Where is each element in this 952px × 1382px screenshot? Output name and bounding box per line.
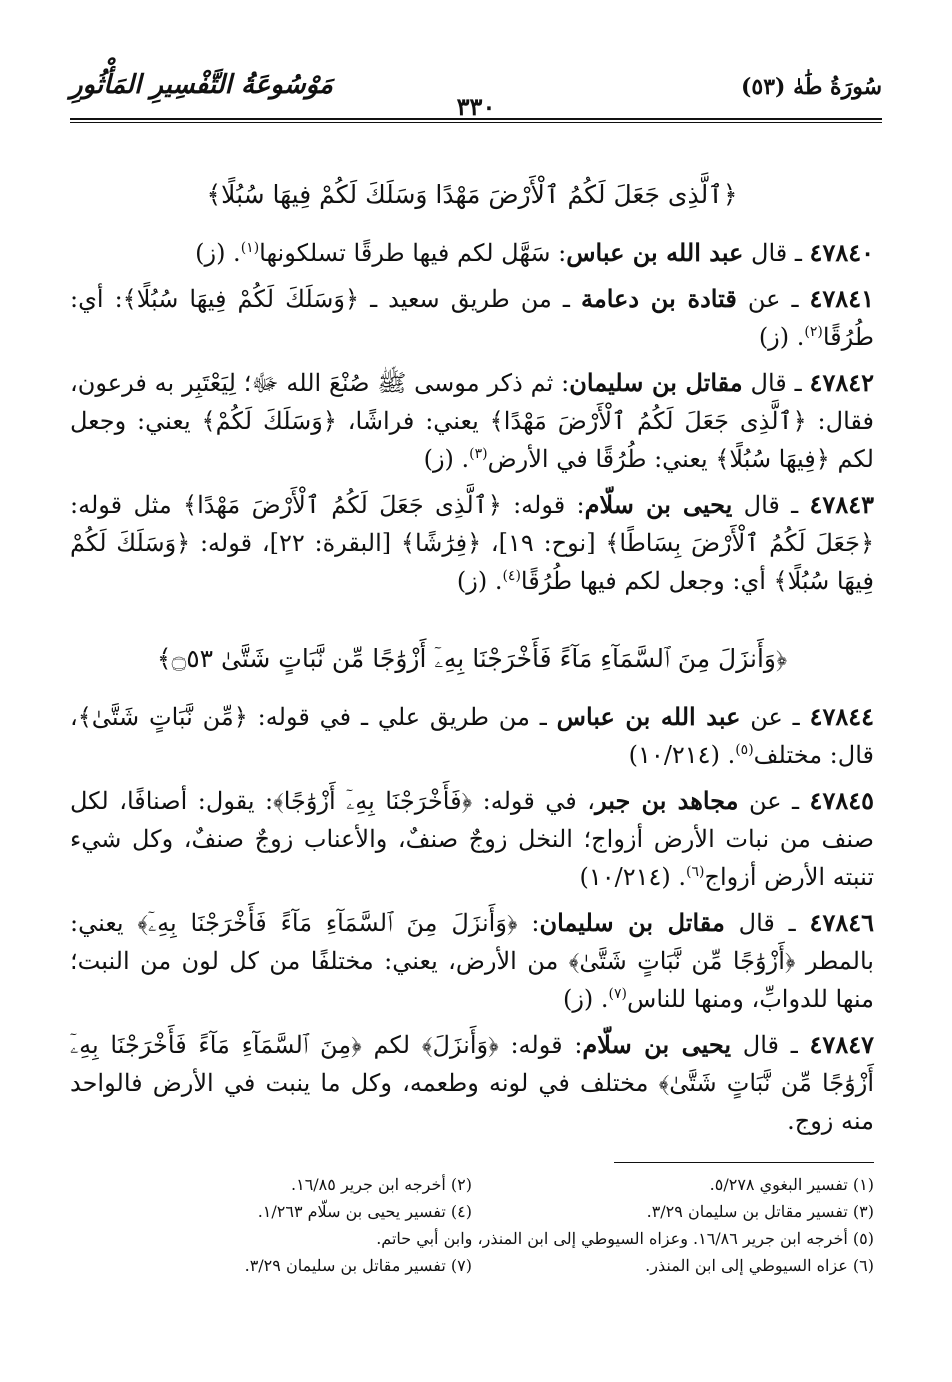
entry-number: ٤٧٨٤٦ (809, 908, 874, 937)
entry-text: ـ من طريق سعيد ـ ﴿وَسَلَكَ لَكُمْ فِيهَا سُبُلًا﴾: أي: طُرُقًا (70, 285, 874, 351)
entry-text: : قوله: ﴿ٱلَّذِى جَعَلَ لَكُمُ ٱلْأَرْضَ مَهْدًا﴾ مثل قوله: ﴿جَعَلَ لَكُمُ ٱلْأَرْضَ بِسَاطًا﴾ [نوح: ١٩]، ﴿فِرَٰشًا﴾ [البقرة: ٢٢]، قوله: ﴿وَسَلَكَ لَكُمْ فِيهَا سُبُلًا﴾ أي: وجعل لكم فيها طُرُقًا (70, 491, 875, 595)
entry-number: ٤٧٨٤٣ (809, 490, 874, 519)
entry-source: . (ز) (456, 567, 503, 595)
footnote-ref: (٦) (686, 864, 705, 880)
footnote-ref: (٤) (502, 568, 521, 584)
narrator-name: مجاهد بن جبر (594, 786, 739, 815)
entry-number: ٤٧٨٤٤ (809, 702, 875, 731)
entry-number: ٤٧٨٤٧ (809, 1030, 874, 1059)
page-header (70, 66, 882, 124)
narration-entry (70, 280, 874, 356)
entry-prefix: ـ عن (747, 285, 799, 313)
footnote-ref: (٢) (804, 324, 823, 340)
entry-source: . (ز) (562, 985, 609, 1013)
footnote: (٤) تفسير يحيى بن سلّام ١/٢٦٣. (257, 1202, 472, 1221)
narration-entry (70, 364, 874, 478)
footnote: (٧) تفسير مقاتل بن سليمان ٣/٢٩. (244, 1256, 472, 1275)
page-number: ٣٣٠ (456, 92, 496, 121)
entry-prefix: ـ عن (748, 787, 800, 815)
footnote: (٢) أخرجه ابن جرير ١٦/٨٥. (291, 1175, 472, 1194)
entry-prefix: ـ قال (738, 909, 796, 937)
footnote-ref: (٧) (608, 986, 628, 1002)
entry-number: ٤٧٨٤١ (809, 284, 874, 313)
footnote: (١) تفسير البغوي ٥/٢٧٨. (709, 1175, 874, 1194)
narrator-name: يحيى بن سلّام (584, 490, 733, 519)
verse-heading: ﴿ٱلَّذِى جَعَلَ لَكُمُ ٱلْأَرْضَ مَهْدًا وَسَلَكَ لَكُمْ فِيهَا سُبُلًا﴾ (206, 180, 738, 209)
footnote: (٦) عزاه السيوطي إلى ابن المنذر. (645, 1256, 874, 1275)
footnote-separator (614, 1162, 874, 1163)
entry-prefix: ـ قال (742, 1031, 798, 1059)
entry-prefix: ـ قال (743, 491, 799, 519)
footnotes (70, 1171, 874, 1279)
entry-source: . (ز) (423, 445, 470, 473)
narration-entry (70, 486, 874, 600)
footnote: (٥) أخرجه ابن جرير ١٦/٨٦. وعزاه السيوطي إلى ابن المنذر، وابن أبي حاتم. (376, 1229, 874, 1248)
narration-entry (70, 234, 874, 272)
entry-text: ـ من طريق علي ـ في قوله: ﴿مِّن نَّبَاتٍ شَتَّىٰ﴾، قال: مختلف (70, 703, 874, 769)
narrator-name: يحيى بن سلّام (582, 1030, 732, 1059)
narrator-name: عبد الله بن عباس (556, 702, 741, 731)
entry-text: : ﴿وَأَنزَلَ مِنَ ٱلسَّمَآءِ مَآءً فَأَخْرَجْنَا بِهِۦٓ﴾ يعني: بالمطر ﴿أَزْوَٰجًا مِّن نَّبَاتٍ شَتَّىٰ﴾ من الأرض، يعني: مختلفًا من كل لون من النبت؛ منها للدوابِّ، ومنها للناس (70, 909, 874, 1013)
entry-source: . (ز) (758, 323, 805, 351)
entry-prefix: ـ عن (750, 703, 800, 731)
narration-entry (70, 904, 874, 1018)
entry-text: : قوله: ﴿وَأَنزَلَ﴾ لكم ﴿مِنَ ٱلسَّمَآءِ مَآءً فَأَخْرَجْنَا بِهِۦٓ أَزْوَٰجًا مِّن نَّبَاتٍ شَتَّىٰ﴾ مختلف في لونه وطعمه، وكل ما ينبت في الأرض فالواحد منه زوج. (70, 1031, 874, 1135)
surah-title: سُورَةُ طَٰهٰ (٥٣) (740, 74, 882, 100)
narration-entry (70, 1026, 874, 1140)
entry-text: : سَهَّل لكم فيها طرقًا تسلكونها (259, 239, 567, 267)
narrator-name: عبد الله بن عباس (566, 238, 744, 267)
book-title: مَوْسُوعَةُ التَّفْسِيرِ المَأْثُورِ (70, 70, 333, 100)
footnote: (٣) تفسير مقاتل بن سليمان ٣/٢٩. (646, 1202, 874, 1221)
entry-source: . (١٠/٢١٤) (628, 741, 736, 769)
footnote-ref: (٥) (735, 742, 754, 758)
narrator-name: مقاتل بن سليمان (539, 908, 725, 937)
header-rule (70, 118, 882, 120)
entry-number: ٤٧٨٤٥ (809, 786, 874, 815)
entry-source: . (ز) (195, 239, 241, 267)
main-text (70, 170, 874, 1279)
narrator-name: مقاتل بن سليمان (569, 368, 743, 397)
entry-prefix: ـ قال (751, 239, 802, 267)
entry-text: : ثم ذكر موسى ﷺ صُنْعَ الله ﷻ؛ لِيَعْتَبِر به فرعون، فقال: ﴿ٱلَّذِى جَعَلَ لَكُمُ ٱلْأَرْضَ مَهْدًا﴾ يعني: فراشًا، ﴿وَسَلَكَ لَكُمْ﴾ يعني: وجعل لكم ﴿فِيهَا سُبُلًا﴾ يعني: طُرُقًا في الأرض (70, 369, 874, 473)
narration-entry (70, 782, 874, 896)
header-rule-thin (70, 122, 882, 123)
entry-text: ، في قوله: ﴿فَأَخْرَجْنَا بِهِۦٓ أَزْوَٰجًا﴾: يقول: أصنافًا، لكل صنف من نبات الأرض أزواج؛ النخل زوجٌ صنفٌ، والأعناب زوجٌ صنفٌ، وكل شيء تنبته الأرض أزواج (70, 787, 874, 891)
footnote-ref: (٣) (469, 446, 488, 462)
entry-number: ٤٧٨٤٠ (809, 238, 874, 267)
entry-number: ٤٧٨٤٢ (809, 368, 874, 397)
entry-source: . (١٠/٢١٤) (579, 863, 687, 891)
narrator-name: قتادة بن دعامة (581, 284, 737, 313)
entry-prefix: ـ قال (750, 369, 802, 397)
narration-entry (70, 698, 874, 774)
footnote-ref: (١) (240, 240, 260, 256)
verse-heading: ﴿وَأَنزَلَ مِنَ ٱلسَّمَآءِ مَآءً فَأَخْرَجْنَا بِهِۦٓ أَزْوَٰجًا مِّن نَّبَاتٍ شَتَّىٰ ۝٥٣﴾ (156, 644, 788, 673)
